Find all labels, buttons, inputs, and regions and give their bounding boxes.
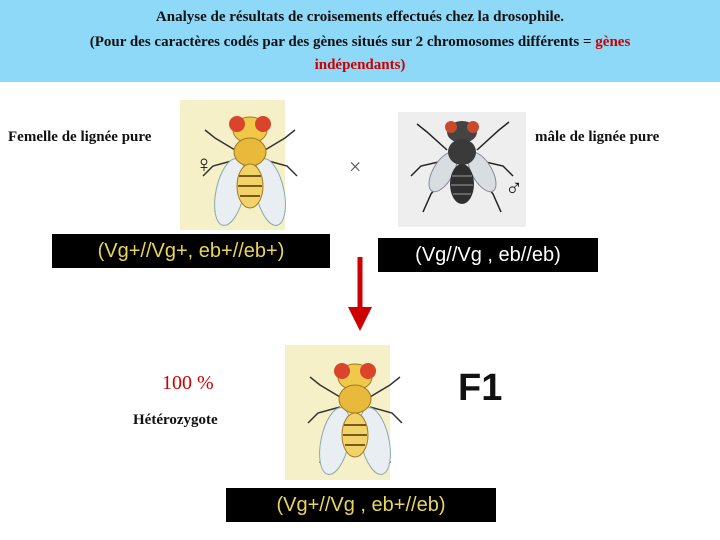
male-genotype [378,238,598,272]
cross-symbol: × [349,154,362,179]
male-symbol: ♂ [505,176,523,202]
male-genotype-text: (Vg//Vg , eb//eb) [415,244,561,266]
title-line-1: Analyse de résultats de croisements effectués chez la drosophile. [155,9,565,25]
f1-fly-image [300,345,410,480]
title-highlight: gènes [595,34,631,50]
title-banner [0,0,720,82]
female-symbol: ♀ [195,152,213,178]
female-genotype-text: (Vg+//Vg+, eb+//eb+) [97,240,285,262]
f1-heterozygote-label: Hétérozygote [133,412,218,428]
female-label: Femelle de lignée pure [8,129,152,145]
f1-genotype-text: (Vg+//Vg , eb+//eb) [276,494,446,516]
f1-title: F1 [458,367,503,409]
male-label: mâle de lignée pure [535,129,660,145]
title-line-2-text: (Pour des caractères codés par des gènes situés sur 2 chromosomes différents = [89,34,596,50]
down-arrow [340,255,380,335]
f1-genotype [226,488,496,522]
f1-percent: 100 % [162,372,214,394]
title-line-3: indépendants) [314,57,406,73]
female-genotype [52,234,330,268]
title-line-2 [0,34,720,51]
male-fly-image [405,110,520,225]
